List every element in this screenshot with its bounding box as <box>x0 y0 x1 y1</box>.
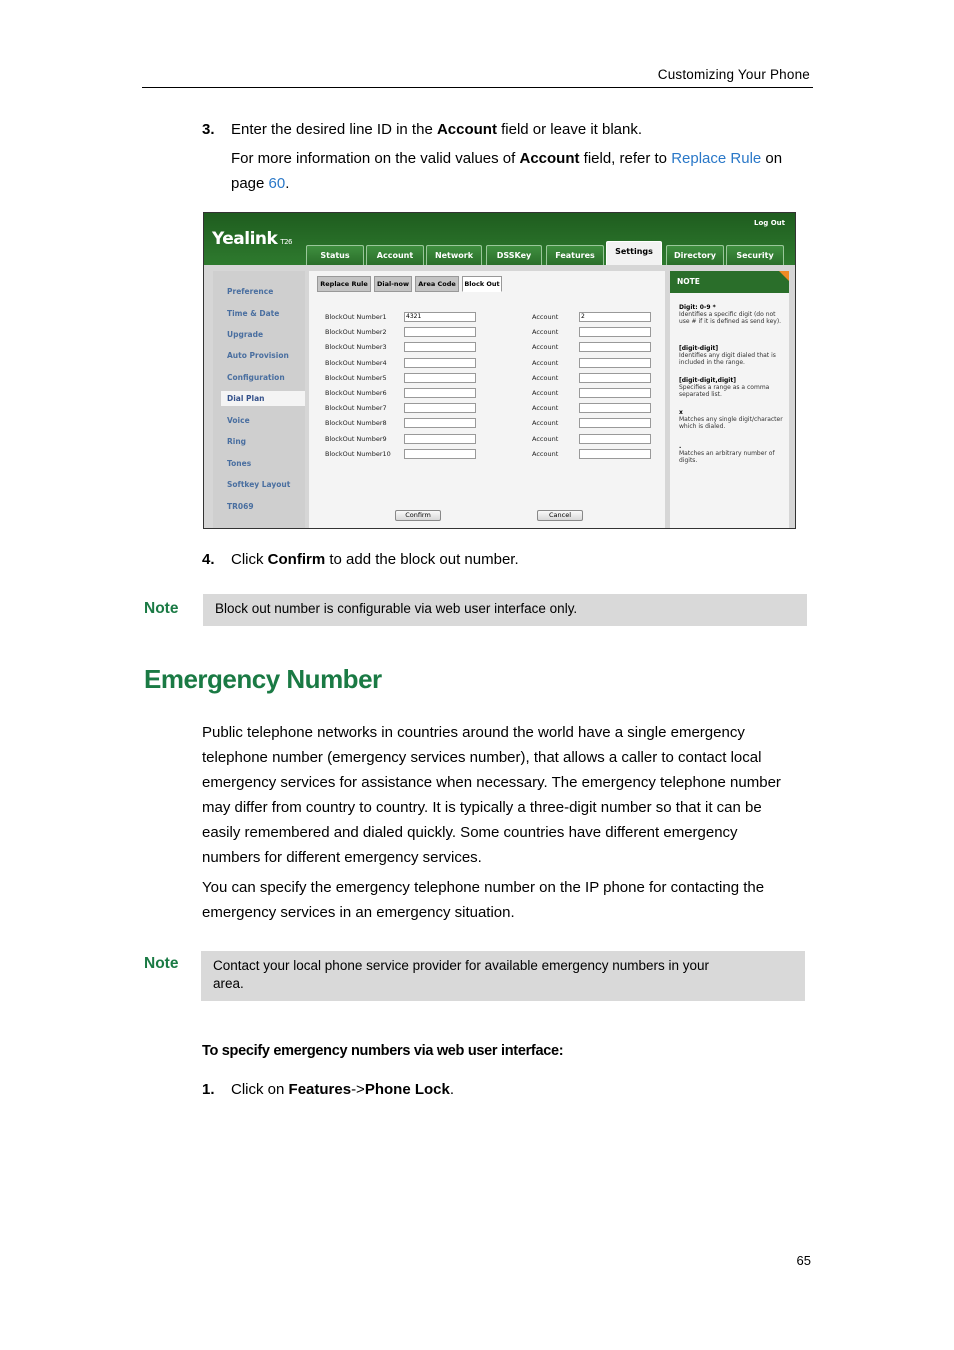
page-60-link[interactable]: 60 <box>268 175 286 192</box>
cancel-button[interactable]: Cancel <box>537 510 583 521</box>
sidebar-item-softkey-layout[interactable]: Softkey Layout <box>227 480 291 489</box>
header-rule <box>142 87 813 88</box>
note-entry: [digit-digit] Identifies any digit dialed that is included in the range. <box>679 345 776 366</box>
blockout-number-input[interactable] <box>404 449 476 459</box>
emergency-paragraph-1: Public telephone networks in countries around the world have a single emergency telephone number (emergency services number), that allows a caller to contact local emergency services for assistance when necessary. The emergency telephone number may differ from country to country. It is typically a three-digit number so that it can be easily remembered and dialed quickly. Some countries have different emergency numbers for different emergency services. <box>202 724 781 866</box>
page-number: 65 <box>796 1253 811 1268</box>
blockout-number-input[interactable] <box>404 342 476 352</box>
note-panel <box>670 271 789 529</box>
step-3-text: Enter the desired line ID in the Account field or leave it blank. <box>231 121 643 138</box>
note-entry: . Matches an arbitrary number of digits. <box>679 443 775 464</box>
account-input[interactable] <box>579 358 651 368</box>
blockout-number-input[interactable] <box>404 388 476 398</box>
blockout-number-label: BlockOut Number2 <box>325 328 387 337</box>
sidebar-item-auto-provision[interactable]: Auto Provision <box>227 351 289 360</box>
blockout-number-label: BlockOut Number8 <box>325 419 387 428</box>
note-label: Note <box>144 955 179 972</box>
nav-tab-settings[interactable]: Settings <box>606 241 662 265</box>
step-3-number: 3. <box>202 121 215 138</box>
confirm-button[interactable]: Confirm <box>395 510 441 521</box>
blockout-number-label: BlockOut Number1 <box>325 313 387 321</box>
sidebar-item-upgrade[interactable]: Upgrade <box>227 330 264 339</box>
step-4-text: Click Confirm to add the block out number. <box>231 551 519 568</box>
nav-tab-dsskey[interactable]: DSSKey <box>486 245 542 265</box>
nav-tab-security[interactable]: Security <box>726 245 784 265</box>
account-input[interactable] <box>579 434 651 444</box>
sidebar-item-preference[interactable]: Preference <box>227 287 274 296</box>
blockout-number-label: BlockOut Number3 <box>325 343 387 352</box>
account-label: Account <box>532 343 559 352</box>
account-label: Account <box>532 313 559 321</box>
account-label: Account <box>532 404 559 413</box>
account-input[interactable] <box>579 418 651 428</box>
note-corner-flag <box>779 271 789 281</box>
blockout-number-input[interactable] <box>404 418 476 428</box>
note-entry: Digit: 0-9 * Identifies a specific digit (do not use # if it is defined as send key). <box>679 304 782 325</box>
blockout-number-input[interactable] <box>404 403 476 413</box>
account-input[interactable] <box>579 449 651 459</box>
note-box: Contact your local phone service provider for available emergency numbers in your area. <box>201 951 805 1001</box>
account-label: Account <box>532 434 559 443</box>
yealink-logo: Yealink T26 <box>212 229 293 249</box>
blockout-number-input[interactable] <box>404 358 476 368</box>
account-input[interactable] <box>579 327 651 337</box>
sidebar-item-dial-plan[interactable]: Dial Plan <box>221 391 305 406</box>
account-label: Account <box>532 358 559 367</box>
blockout-number-input[interactable] <box>404 373 476 383</box>
settings-sidebar <box>213 271 305 529</box>
nav-tab-network[interactable]: Network <box>426 245 482 265</box>
subtab-area-code[interactable]: Area Code <box>415 276 459 292</box>
procedure-title: To specify emergency numbers via web user interface: <box>202 1043 564 1059</box>
step-4-number: 4. <box>202 551 215 568</box>
account-label: Account <box>532 419 559 428</box>
account-input[interactable] <box>579 403 651 413</box>
account-label: Account <box>532 449 559 458</box>
blockout-number-label: BlockOut Number7 <box>325 404 387 413</box>
account-input[interactable] <box>579 373 651 383</box>
blockout-number-input[interactable]: 4321 <box>404 312 476 322</box>
section-heading: Emergency Number <box>144 664 382 694</box>
account-label: Account <box>532 328 559 337</box>
subtab-block-out[interactable]: Block Out <box>462 276 502 292</box>
blockout-number-label: BlockOut Number4 <box>325 358 387 367</box>
step-3-info-line1: For more information on the valid values of Account field, refer to Replace Rule on <box>231 150 783 167</box>
sidebar-item-ring[interactable]: Ring <box>227 437 247 446</box>
note-entry: x Matches any single digit/character which is dialed. <box>679 409 783 430</box>
logout-link[interactable]: Log Out <box>754 219 785 227</box>
procedure-step-1-number: 1. <box>202 1081 215 1098</box>
replace-rule-link[interactable]: Replace Rule <box>671 150 762 167</box>
note-label: Note <box>144 600 179 617</box>
blockout-number-label: BlockOut Number6 <box>325 389 387 397</box>
blockout-number-input[interactable] <box>404 434 476 444</box>
nav-tab-account[interactable]: Account <box>366 245 424 265</box>
sidebar-item-tones[interactable]: Tones <box>227 459 252 468</box>
nav-tab-directory[interactable]: Directory <box>666 245 724 265</box>
sidebar-item-time-date[interactable]: Time & Date <box>227 309 280 318</box>
sidebar-item-configuration[interactable]: Configuration <box>227 373 285 382</box>
subtab-dial-now[interactable]: Dial-now <box>374 276 412 292</box>
blockout-number-label: BlockOut Number5 <box>325 373 387 382</box>
blockout-number-label: BlockOut Number9 <box>325 434 387 443</box>
account-input[interactable] <box>579 388 651 398</box>
note-entry: [digit-digit,digit] Specifies a range as a comma separated list. <box>679 377 770 398</box>
emergency-paragraph-2: You can specify the emergency telephone number on the IP phone for contacting the emergency services in an emergency situation. <box>202 879 765 921</box>
block-out-panel <box>309 271 665 529</box>
account-input[interactable]: 2 <box>579 312 651 322</box>
web-ui-screenshot <box>203 212 796 529</box>
account-label: Account <box>532 389 559 397</box>
account-input[interactable] <box>579 342 651 352</box>
nav-tab-status[interactable]: Status <box>306 245 364 265</box>
running-header: Customizing Your Phone <box>657 67 810 82</box>
web-ui-header-bar <box>204 213 795 265</box>
procedure-step-1-text: Click on Features->Phone Lock. <box>231 1081 455 1098</box>
subtab-replace-rule[interactable]: Replace Rule <box>317 276 371 292</box>
step-3-info-line2: page 60. <box>231 175 290 192</box>
account-label: Account <box>532 373 559 382</box>
blockout-number-input[interactable] <box>404 327 476 337</box>
sidebar-item-tr069[interactable]: TR069 <box>227 502 254 511</box>
note-box: Block out number is configurable via web user interface only. <box>203 594 807 626</box>
blockout-number-label: BlockOut Number10 <box>325 449 391 458</box>
nav-tab-features[interactable]: Features <box>546 245 604 265</box>
note-panel-title: NOTE <box>670 271 789 293</box>
sidebar-item-voice[interactable]: Voice <box>227 416 250 425</box>
